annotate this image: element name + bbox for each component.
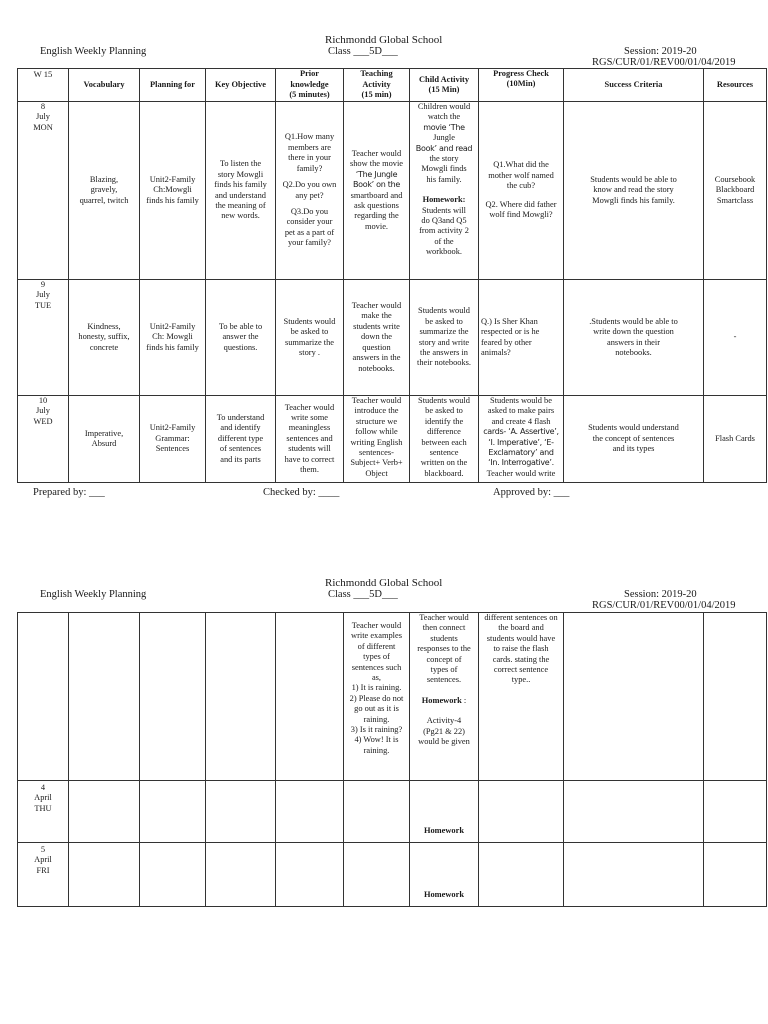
prepared-by: Prepared by: ___ xyxy=(33,487,105,498)
approved-by: Approved by: ___ xyxy=(493,487,570,498)
prior-knowledge-cell: Teacher would write some meaningless sentences and students will have to correct them. xyxy=(276,396,344,483)
day-cell: 5 April FRI xyxy=(18,843,69,907)
table-row xyxy=(18,613,767,781)
weekly-plan-table xyxy=(17,68,767,483)
progress-check-cell: Q1.What did the mother wolf named the cub? Q2. Where did father wolf find Mowgli? xyxy=(479,102,564,280)
progress-check-cell: Q.) Is Sher Khan respected or is he feared by other animals? xyxy=(479,280,564,396)
resources-header: Resources xyxy=(704,69,767,102)
day-cell: 8 July MON xyxy=(18,102,69,280)
table-row xyxy=(18,280,767,396)
table-row xyxy=(18,102,767,280)
key-objective-cell: To understand and identify different type of sentences and its parts xyxy=(206,396,276,483)
class-label: Class ___5D___ xyxy=(328,46,398,57)
school-name: Richmondd Global School xyxy=(325,34,443,46)
plan-title-2: English Weekly Planning xyxy=(40,589,147,600)
teaching-activity-cell: Teacher would make the students write down the question answers in the notebooks. xyxy=(344,280,410,396)
day-cell: 9 July TUE xyxy=(18,280,69,396)
progress-check-cell: different sentences on the board and students would have to raise the flash cards. stating the correct sentence type.. xyxy=(479,613,564,781)
table-row xyxy=(18,396,767,483)
success-criteria-cell: Students would be able to know and read the story Mowgli finds his family. xyxy=(564,102,704,280)
checked-by: Checked by: ____ xyxy=(263,487,340,498)
planning-for-cell: Unit2-Family Ch:Mowgli finds his family xyxy=(140,102,206,280)
success-criteria-cell: Students would understand the concept of sentences and its types xyxy=(564,396,704,483)
child-activity-header: Child Activity (15 Min) xyxy=(410,69,479,102)
weekly-plan-table-2 xyxy=(17,612,767,907)
progress-check-header: Progress Check (10Min) xyxy=(479,69,564,102)
vocabulary-header: Vocabulary xyxy=(69,69,140,102)
child-activity-cell: Students would be asked to summarize the story and write the answers in their notebooks. xyxy=(410,280,479,396)
teaching-activity-cell: Teacher would write examples of different types of sentences such as, 1) It is raining. 2) Please do not go out as it is raining. 3) Is it raining? 4) Wow! It is raining. xyxy=(344,613,410,781)
planning-for-header: Planning for xyxy=(140,69,206,102)
planning-for-cell: Unit2-Family Grammar: Sentences xyxy=(140,396,206,483)
school-name-2: Richmondd Global School xyxy=(325,577,443,589)
resources-cell: Flash Cards xyxy=(704,396,767,483)
day-cell: 4 April THU xyxy=(18,781,69,843)
planning-for-cell: Unit2-Family Ch: Mowgli finds his family xyxy=(140,280,206,396)
child-activity-cell: Teacher would then connect students responses to the concept of types of sentences. Homework : Activity-4 (Pg21 & 22) would be given xyxy=(410,613,479,781)
homework-label: Homework: xyxy=(422,195,466,205)
vocabulary-cell: Imperative, Absurd xyxy=(69,396,140,483)
header-row xyxy=(18,69,767,102)
week-header: W 15 xyxy=(18,69,69,102)
day-cell: 10 July WED xyxy=(18,396,69,483)
vocabulary-cell: Kindness, honesty, suffix, concrete xyxy=(69,280,140,396)
prior-knowledge-cell: Q1.How many members are there in your family? Q2.Do you own any pet? Q3.Do you consider your pet as a part of your family? xyxy=(276,102,344,280)
success-criteria-header: Success Criteria xyxy=(564,69,704,102)
key-objective-header: Key Objective xyxy=(206,69,276,102)
table-row xyxy=(18,781,767,843)
teaching-activity-header: Teaching Activity (15 min) xyxy=(344,69,410,102)
homework-label: Homework xyxy=(410,781,479,843)
reference-code-2: RGS/CUR/01/REV00/01/04/2019 xyxy=(592,600,736,611)
session-label-2: Session: 2019-20 xyxy=(624,589,697,600)
session-label: Session: 2019-20 xyxy=(624,46,697,57)
reference-code: RGS/CUR/01/REV00/01/04/2019 xyxy=(592,57,736,68)
vocabulary-cell: Blazing, gravely, quarrel, twitch xyxy=(69,102,140,280)
homework-label: Homework xyxy=(421,695,462,705)
progress-check-cell: Students would be asked to make pairs and create 4 flash cards- ‘A. Assertive’, ‘I. Imperative’, ‘E- Exclamatory’ and ‘In. Interrogative’. Teacher would write xyxy=(479,396,564,483)
plan-title: English Weekly Planning xyxy=(40,46,147,57)
teaching-activity-cell: Teacher would introduce the structure we follow while writing English sentences- Subject+ Verb+ Object xyxy=(344,396,410,483)
resources-cell: Coursebook Blackboard Smartclass xyxy=(704,102,767,280)
key-objective-cell: To listen the story Mowgli finds his family and understand the meaning of new words. xyxy=(206,102,276,280)
homework-label: Homework xyxy=(410,843,479,907)
child-activity-cell: Students would be asked to identify the difference between each sentence written on the blackboard. xyxy=(410,396,479,483)
class-label-2: Class ___5D___ xyxy=(328,589,398,600)
child-activity-cell: Children would watch the movie ‘The Jungle Book’ and read the story Mowgli finds his family. Homework: Students will do Q3and Q5 from activity 2 of the workbook. xyxy=(410,102,479,280)
table-row xyxy=(18,843,767,907)
teaching-activity-cell: Teacher would show the movie ‘The Jungle Book’ on the smartboard and ask questions regarding the movie. xyxy=(344,102,410,280)
prior-knowledge-header: Prior knowledge (5 minutes) xyxy=(276,69,344,102)
success-criteria-cell: .Students would be able to write down the question answers in their notebooks. xyxy=(564,280,704,396)
resources-cell: - xyxy=(704,280,767,396)
prior-knowledge-cell: Students would be asked to summarize the story . xyxy=(276,280,344,396)
key-objective-cell: To be able to answer the questions. xyxy=(206,280,276,396)
